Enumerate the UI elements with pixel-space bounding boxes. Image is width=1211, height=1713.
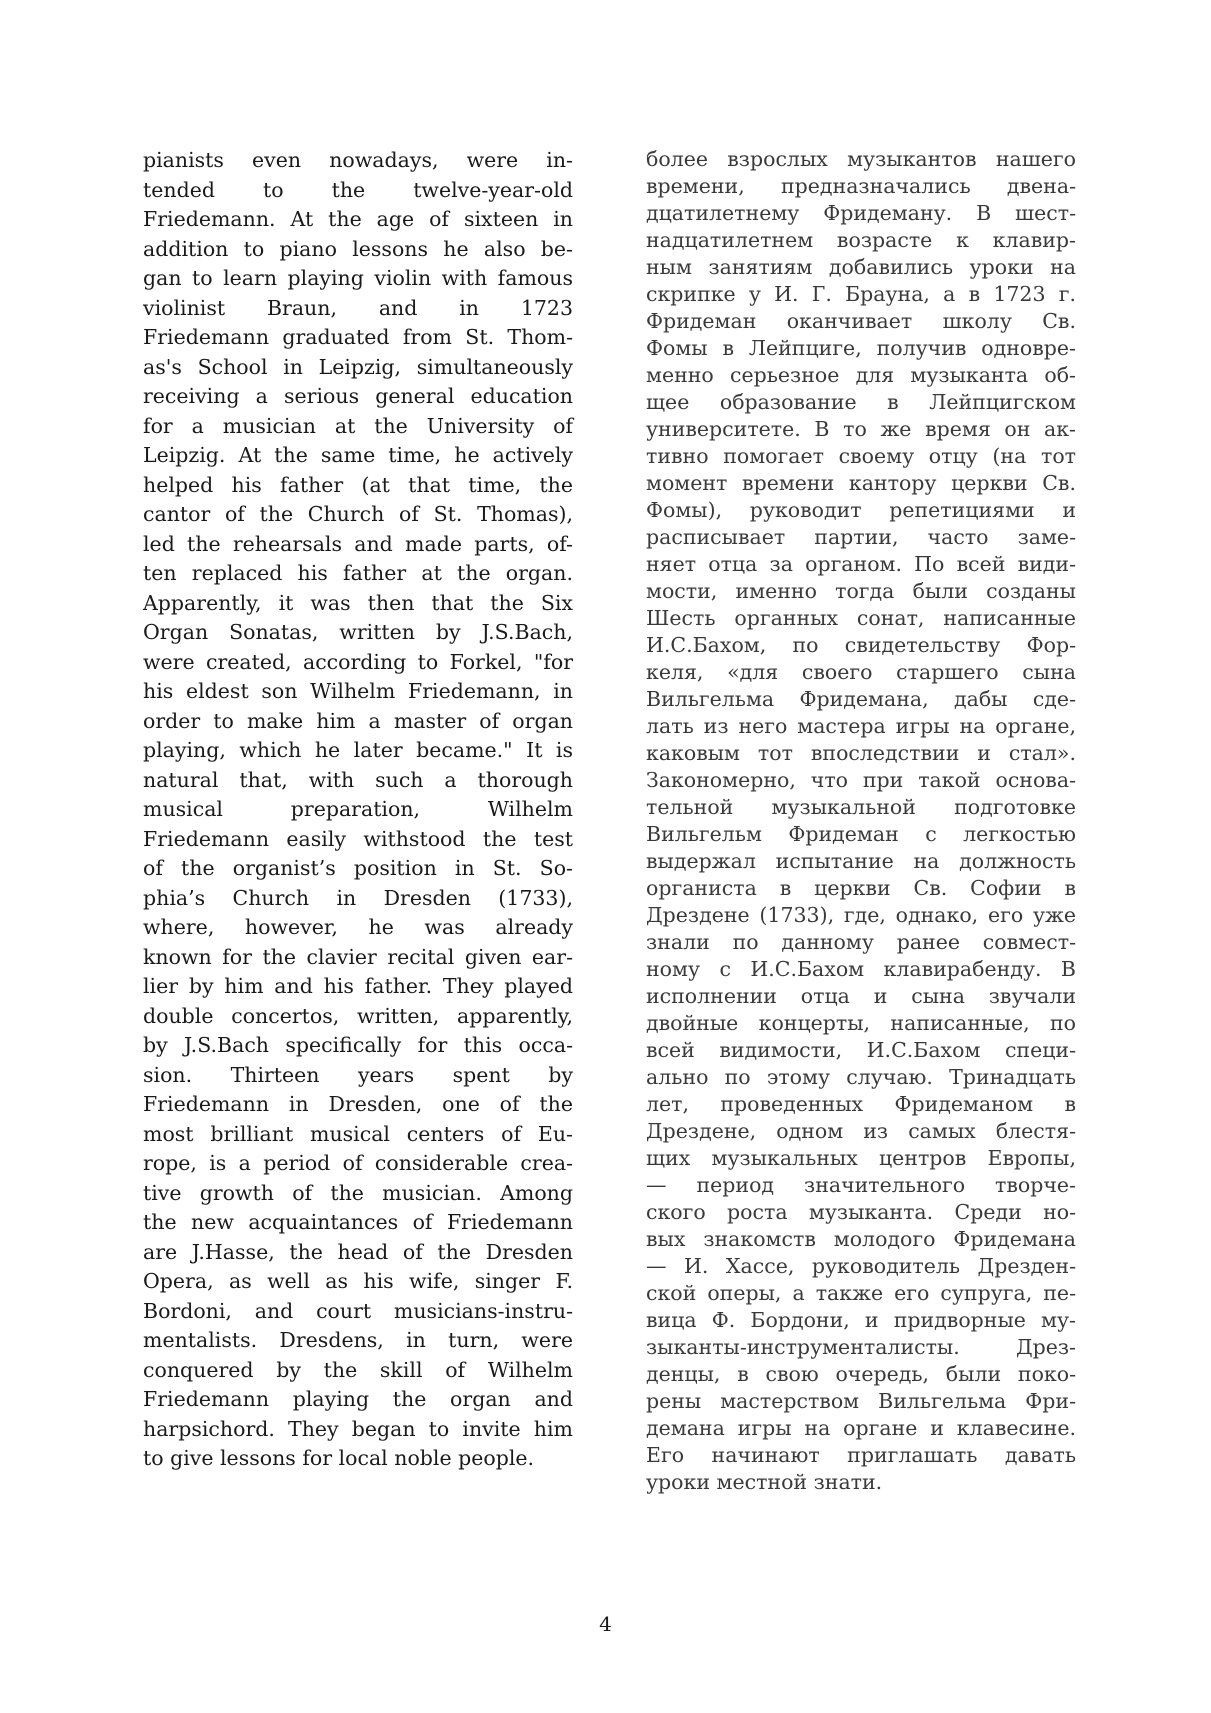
text-line: — период значительного творче- bbox=[646, 1173, 1076, 1197]
text-line: Дрездене (1733), где, однако, его уже bbox=[646, 903, 1076, 927]
text-line: as's School in Leipzig, simultaneously bbox=[143, 354, 573, 379]
text-line: Вильгельм Фридеман с легкостью bbox=[646, 822, 1076, 846]
text-line: Friedemann graduated from St. Thom- bbox=[143, 325, 573, 349]
russian-column bbox=[646, 146, 1076, 1496]
text-line: каковым тот впоследствии и стал». bbox=[646, 741, 1076, 765]
text-line: мости, именно тогда были созданы bbox=[646, 579, 1076, 603]
text-line: ской оперы, а также его супруга, пе- bbox=[646, 1281, 1076, 1305]
text-line: зыканты-инструменталисты. Дрез- bbox=[646, 1335, 1076, 1359]
text-line: double concertos, written, apparently, bbox=[143, 1003, 573, 1028]
text-line: келя, «для своего старшего сына bbox=[646, 660, 1076, 684]
text-line: исполнении отца и сына звучали bbox=[646, 984, 1076, 1008]
text-line: gan to learn playing violin with famous bbox=[143, 266, 573, 290]
text-line: — И. Хассе, руководитель Дрезден- bbox=[646, 1254, 1076, 1278]
text-line: led the rehearsals and made parts, of- bbox=[143, 531, 573, 556]
text-line: Дрездене, одном из самых блестя- bbox=[646, 1119, 1076, 1143]
text-line: rope, is a period of considerable crea- bbox=[143, 1151, 573, 1175]
text-line: sion. Thirteen years spent by bbox=[143, 1062, 573, 1087]
text-line: Friedemann playing the organ and bbox=[143, 1387, 573, 1411]
text-line: Organ Sonatas, written by J.S.Bach, bbox=[143, 620, 573, 644]
text-line: to give lessons for local noble people. bbox=[143, 1446, 535, 1470]
text-line: tive growth of the musician. Among bbox=[143, 1180, 573, 1205]
text-line: органиста в церкви Св. Софии в bbox=[646, 876, 1076, 900]
english-column bbox=[143, 146, 573, 1474]
text-line: helped his father (at that time, the bbox=[143, 472, 573, 497]
text-line: уроки местной знати. bbox=[646, 1470, 883, 1494]
text-line: лать из него мастера игры на органе, bbox=[646, 714, 1076, 738]
text-line: лет, проведенных Фридеманом в bbox=[646, 1092, 1076, 1116]
text-line: щих музыкальных центров Европы, bbox=[646, 1146, 1076, 1170]
text-line: are J.Hasse, the head of the Dresden bbox=[143, 1239, 573, 1264]
text-line: ten replaced his father at the organ. bbox=[143, 561, 573, 585]
text-line: денцы, в свою очередь, были поко- bbox=[646, 1362, 1076, 1386]
text-line: Friedemann in Dresden, one of the bbox=[143, 1092, 573, 1116]
text-line: the new acquaintances of Friedemann bbox=[143, 1210, 573, 1234]
text-line: Закономерно, что при такой основа- bbox=[646, 768, 1076, 792]
text-line: Фомы в Лейпциге, получив одновре- bbox=[646, 336, 1076, 360]
text-line: ально по этому случаю. Тринадцать bbox=[646, 1065, 1076, 1089]
text-line: phia’s Church in Dresden (1733), bbox=[143, 885, 573, 910]
text-line: Leipzig. At the same time, he actively bbox=[143, 443, 573, 467]
text-line: lier by him and his father. They played bbox=[143, 974, 573, 998]
text-line: by J.S.Bach specifically for this occa- bbox=[143, 1033, 573, 1057]
text-line: cantor of the Church of St. Thomas), bbox=[143, 502, 573, 526]
text-line: няет отца за органом. По всей види- bbox=[646, 552, 1076, 576]
text-line: расписывает партии, часто заме- bbox=[646, 525, 1076, 549]
text-line: musical preparation, Wilhelm bbox=[143, 797, 573, 821]
text-line: of the organist’s position in St. So- bbox=[143, 856, 573, 880]
text-line: violinist Braun, and in 1723 bbox=[143, 295, 573, 320]
text-line: рены мастерством Вильгельма Фри- bbox=[646, 1389, 1076, 1413]
text-line: his eldest son Wilhelm Friedemann, in bbox=[143, 679, 573, 703]
text-line: менно серьезное для музыканта об- bbox=[646, 363, 1076, 387]
text-line: most brilliant musical centers of Eu- bbox=[143, 1121, 573, 1146]
text-line: ному с И.С.Бахом клавирабенду. В bbox=[646, 957, 1076, 981]
text-line: playing, which he later became." It is bbox=[143, 738, 573, 762]
text-line: known for the clavier recital given ear- bbox=[143, 944, 573, 969]
text-line: receiving a serious general education bbox=[143, 384, 573, 408]
text-line: университете. В то же время он ак- bbox=[646, 417, 1076, 441]
text-line: вых знакомств молодого Фридемана bbox=[646, 1227, 1076, 1251]
text-line: И.С.Бахом, по свидетельству Фор- bbox=[646, 633, 1076, 657]
text-line: надцатилетнем возрасте к клавир- bbox=[646, 228, 1076, 252]
text-line: времени, предназначались двена- bbox=[646, 174, 1076, 198]
text-line: вица Ф. Бордони, и придворные му- bbox=[646, 1308, 1076, 1332]
page-number: 4 bbox=[599, 1612, 612, 1636]
text-line: всей видимости, И.С.Бахом специ- bbox=[646, 1038, 1076, 1062]
text-line: момент времени кантору церкви Св. bbox=[646, 471, 1076, 495]
text-line: скрипке у И. Г. Брауна, а в 1723 г. bbox=[646, 282, 1076, 306]
text-line: демана игры на органе и клавесине. bbox=[646, 1416, 1076, 1440]
text-line: where, however, he was already bbox=[143, 915, 573, 939]
text-line: Фомы), руководит репетициями и bbox=[646, 498, 1076, 522]
text-line: Вильгельма Фридемана, дабы сде- bbox=[646, 687, 1076, 711]
text-line: двойные концерты, написанные, по bbox=[646, 1011, 1076, 1035]
text-line: harpsichord. They began to invite him bbox=[143, 1416, 573, 1441]
text-line: ным занятиям добавились уроки на bbox=[646, 255, 1076, 279]
text-line: Шесть органных сонат, написанные bbox=[646, 606, 1076, 630]
text-line: conquered by the skill of Wilhelm bbox=[143, 1357, 573, 1382]
text-line: order to make him a master of organ bbox=[143, 708, 573, 733]
text-line: tended to the twelve-year-old bbox=[143, 177, 573, 202]
text-line: Его начинают приглашать давать bbox=[646, 1443, 1076, 1467]
text-line: тивно помогает своему отцу (на тот bbox=[646, 444, 1076, 468]
text-line: Apparently, it was then that the Six bbox=[143, 590, 573, 615]
text-line: addition to piano lessons he also be- bbox=[143, 236, 573, 261]
text-line: for a musician at the University of bbox=[143, 413, 573, 438]
text-line: тельной музыкальной подготовке bbox=[646, 795, 1076, 819]
text-line: mentalists. Dresdens, in turn, were bbox=[143, 1328, 573, 1352]
text-line: дцатилетнему Фридеману. В шест- bbox=[646, 201, 1076, 225]
text-line: Friedemann easily withstood the test bbox=[143, 826, 573, 851]
text-line: natural that, with such a thorough bbox=[143, 767, 573, 792]
text-line: Bordoni, and court musicians-instru- bbox=[143, 1298, 573, 1323]
text-line: щее образование в Лейпцигском bbox=[646, 390, 1076, 414]
text-line: Фридеман оканчивает школу Св. bbox=[646, 309, 1076, 333]
text-line: выдержал испытание на должность bbox=[646, 849, 1076, 873]
text-line: were created, according to Forkel, "for bbox=[143, 649, 573, 674]
text-line: Opera, as well as his wife, singer F. bbox=[143, 1269, 573, 1293]
text-line: pianists even nowadays, were in- bbox=[143, 148, 573, 172]
text-line: более взрослых музыкантов нашего bbox=[646, 147, 1076, 171]
text-line: ского роста музыканта. Среди но- bbox=[646, 1200, 1076, 1224]
text-line: Friedemann. At the age of sixteen in bbox=[143, 207, 573, 231]
text-line: знали по данному ранее совмест- bbox=[646, 930, 1076, 954]
